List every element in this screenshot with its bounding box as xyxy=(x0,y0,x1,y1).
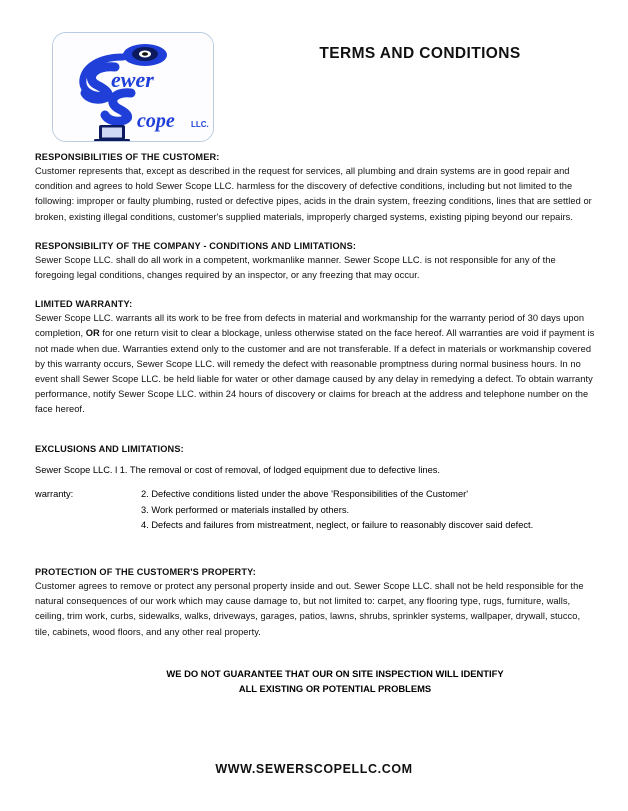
document-header xyxy=(0,0,628,130)
section-responsibilities-customer xyxy=(35,152,595,225)
section-body: Customer agrees to remove or protect any personal property inside and out. Sewer Scope LLC. shall not be held responsible for the natural consequences of our work which may cause damage to, but not limited to: carpet, any flooring type, rugs, furniture, walls, ceiling, trim work, curbs, sidewalks, walks, driveways, garages, patios, lawns, shrubs, sprinkler systems, wallpaper, drywall, stucco, tile, cabinets, wood floors, and any other real property. xyxy=(35,581,584,637)
warranty-text-part1: Sewer Scope LLC. warrants all its work to be free from defects in material and workmanship for the warranty period of 30 days upon completion, xyxy=(35,313,585,339)
section-body: Customer represents that, except as described in the request for services, all plumbing and drain systems are in good repair and condition and agrees to hold Sewer Scope LLC. harmless for the discovery of defective conditions, including but not limited to the following: improper or faulty plumbing, rusted or defective pipes, acids in the drain system, freezing conditions, lines that are settled or broken, existing illegal conditions, customer's supplied materials, improperly charged systems, existing piping beyond our repairs. xyxy=(35,166,592,222)
section-limited-warranty xyxy=(35,299,595,417)
spacer xyxy=(35,225,595,241)
spacer xyxy=(35,283,595,299)
section-heading: LIMITED WARRANTY: xyxy=(35,299,133,310)
exclusions-lead: Sewer Scope LLC. l 1. The removal or cost of removal, of lodged equipment due to defective lines. xyxy=(35,464,440,475)
warranty-text-part2: for one return visit to clear a blockage, unless otherwise stated on the face hereof. All warranties are void if payment is not made when due. Warranties extend only to the customer and are not transferable. If a defect in materials or workmanship covered by this warranty occurs, Sewer Scope LLC. will remedy the defect with reasonable promptness during normal business hours. In no event shall Sewer Scope LLC. be held liable for water or other damage caused by any delay in remedying a defect. To obtain warranty performance, notify Sewer Scope LLC. within 24 hours of discovery or claims for breach at the address and telephone number on the face hereof. xyxy=(35,328,595,415)
footer-website-url: WWW.SEWERSCOPELLC.COM xyxy=(215,762,413,776)
section-body: Sewer Scope LLC. shall do all work in a competent, workmanlike manner. Sewer Scope LLC. is not responsible for any of the foregoing legal conditions, changes required by an inspector, or any freezing that may occur. xyxy=(35,254,556,281)
spacer xyxy=(35,533,595,567)
exclusions-label: warranty: xyxy=(35,489,74,500)
exclusions-list-row xyxy=(35,487,595,533)
guarantee-line-2: ALL EXISTING OR POTENTIAL PROBLEMS xyxy=(238,682,432,694)
spacer xyxy=(35,418,595,444)
svg-text:cope: cope xyxy=(137,110,175,132)
section-heading: RESPONSIBILITIES OF THE CUSTOMER: xyxy=(35,152,220,162)
section-protection-property xyxy=(35,567,595,640)
svg-text:LLC.: LLC. xyxy=(191,120,209,129)
page-title: TERMS AND CONDITIONS xyxy=(319,45,521,62)
section-heading: EXCLUSIONS AND LIMITATIONS: xyxy=(35,443,184,454)
section-body xyxy=(35,311,595,417)
list-item: 3. Work performed or materials installed by others. xyxy=(141,504,350,515)
section-heading: RESPONSIBILITY OF THE COMPANY - CONDITIONS AND LIMITATIONS: xyxy=(35,240,357,251)
exclusions-items xyxy=(113,487,595,533)
svg-text:ewer: ewer xyxy=(111,67,154,92)
warranty-text-or: OR xyxy=(85,328,100,339)
list-item: 4. Defects and failures from mistreatment, neglect, or failure to reasonably discover said defect. xyxy=(141,519,534,530)
section-heading: PROTECTION OF THE CUSTOMER'S PROPERTY: xyxy=(35,567,256,578)
document-body xyxy=(35,152,595,696)
guarantee-line-1: WE DO NOT GUARANTEE THAT OUR ON SITE INSPECTION WILL IDENTIFY xyxy=(166,667,504,679)
section-exclusions xyxy=(35,444,595,533)
sewer-scope-llc-logo xyxy=(52,32,214,142)
guarantee-notice xyxy=(35,666,595,696)
logo-graphic xyxy=(53,33,213,141)
section-responsibility-company xyxy=(35,241,595,283)
list-item: 2. Defective conditions listed under the above 'Responsibilities of the Customer' xyxy=(141,489,469,500)
